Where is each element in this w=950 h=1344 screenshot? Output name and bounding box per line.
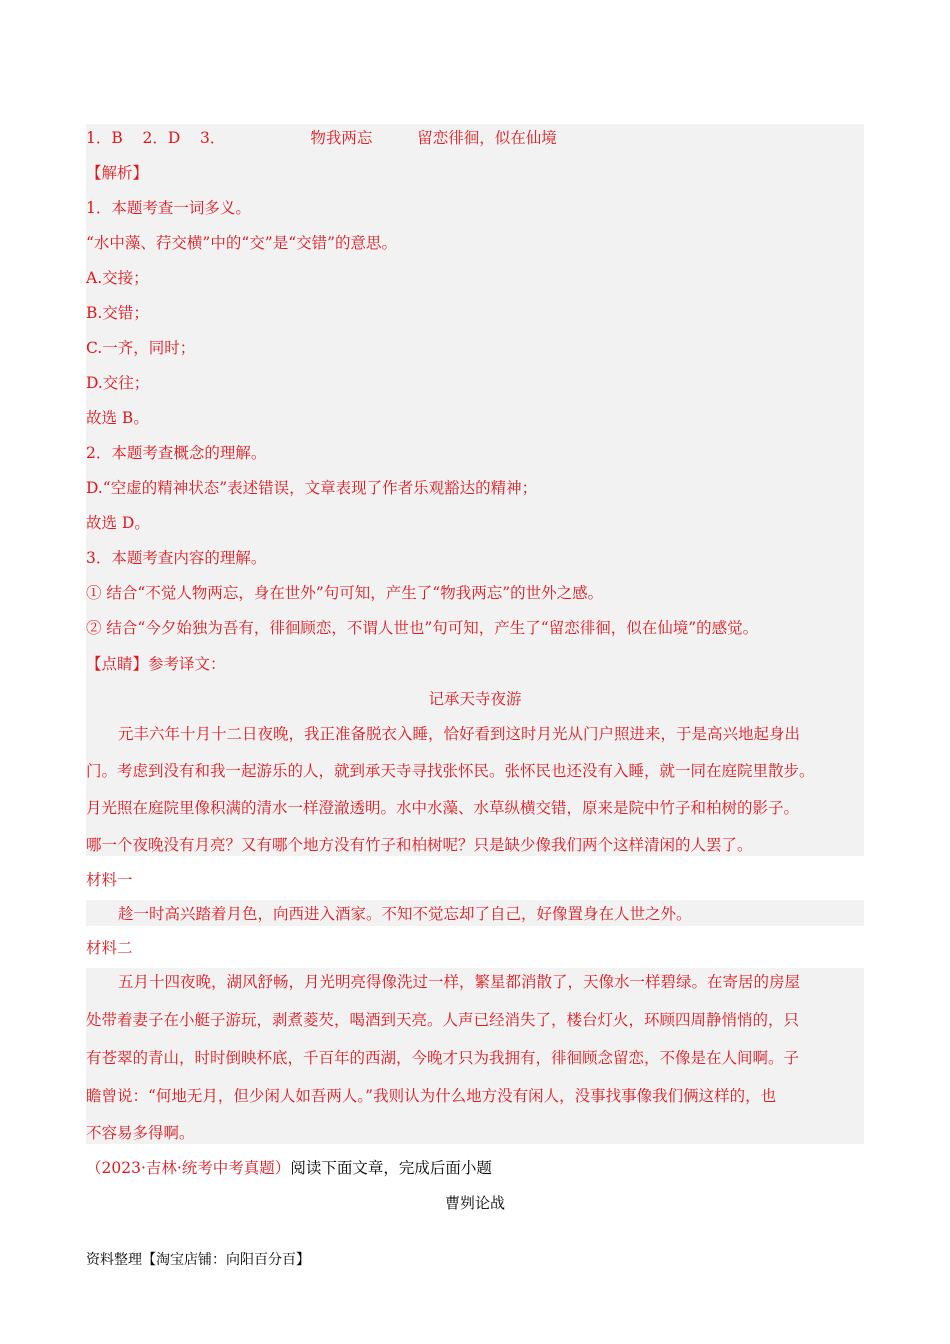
answer-3a: 物我两忘 xyxy=(310,129,373,147)
q2-detail: D.“空虚的精神状态”表述错误，文章表现了作者乐观豁达的精神； xyxy=(86,479,538,497)
material1-label: 材料一 xyxy=(86,871,133,889)
q2-intro: 2．本题考查概念的理解。 xyxy=(86,444,267,462)
translation-line: 哪一个夜晚没有月亮？又有哪个地方没有竹子和柏树呢？只是缺少像我们两个这样清闲的人罢了。 xyxy=(86,836,753,854)
translation-title: 记承天寺夜游 xyxy=(428,690,522,708)
material2-line: 五月十四夜晚，湖风舒畅，月光明亮得像洗过一样，繁星都消散了，天像水一样碧绿。在寄居的房屋 xyxy=(118,973,801,991)
material2-line: 不容易多得啊。 xyxy=(86,1124,195,1142)
q1-option-c: C.一齐，同时； xyxy=(86,339,196,357)
q1-conclusion: 故选 B。 xyxy=(86,409,149,427)
q1-option-b: B.交错； xyxy=(86,304,149,322)
material2-line: 处带着妻子在小艇子游玩，剥煮菱芡，喝酒到天亮。人声已经消失了，楼台灯火，环顾四周静悄悄的，只 xyxy=(86,1011,800,1029)
answer-2: 2．D xyxy=(142,129,181,147)
question-source: （2023·吉林·统考中考真题） xyxy=(86,1159,291,1177)
q3-point-2: ② 结合“今夕始独为吾有，徘徊顾恋，不谓人世也”句可知，产生了“留恋徘徊，似在仙境”的感觉。 xyxy=(86,619,759,637)
notes-heading: 【点睛】参考译文： xyxy=(86,655,226,673)
q1-option-d: D.交往； xyxy=(86,374,150,392)
answers-line xyxy=(86,128,876,148)
q1-option-a: A.交接； xyxy=(86,269,149,287)
answer-3-label: 3． xyxy=(200,129,226,147)
material2-label: 材料二 xyxy=(86,939,133,957)
passage-title: 曹刿论战 xyxy=(444,1194,505,1212)
question-instruction: 阅读下面文章，完成后面小题 xyxy=(290,1159,492,1177)
q3-intro: 3．本题考查内容的理解。 xyxy=(86,549,267,567)
q1-stem: “水中藻、荇交横”中的“交”是“交错”的意思。 xyxy=(86,234,398,252)
translation-line: 元丰六年十月十二日夜晚，我正准备脱衣入睡，恰好看到这时月光从门户照进来，于是高兴地起身出 xyxy=(118,725,801,743)
translation-line: 月光照在庭院里像积满的清水一样澄澈透明。水中水藻、水草纵横交错，原来是院中竹子和柏树的影子。 xyxy=(86,799,800,817)
translation-line: 门。考虑到没有和我一起游乐的人，就到承天寺寻找张怀民。张怀民也还没有入睡，就一同在庭院里散步。 xyxy=(86,762,815,780)
material1-text: 趁一时高兴踏着月色，向西进入酒家。不知不觉忘却了自己，好像置身在人世之外。 xyxy=(118,905,692,923)
q1-intro: 1．本题考查一词多义。 xyxy=(86,199,251,217)
material2-line: 有苍翠的青山，时时倒映杯底，千百年的西湖，今晚才只为我拥有，徘徊顾念留恋，不像是在人间啊。子 xyxy=(86,1049,800,1067)
analysis-heading: 【解析】 xyxy=(86,164,149,182)
q2-conclusion: 故选 D。 xyxy=(86,514,150,532)
q3-point-1: ① 结合“不觉人物两忘，身在世外”句可知，产生了“物我两忘”的世外之感。 xyxy=(86,584,604,602)
answer-1: 1．B xyxy=(86,129,123,147)
material2-line: 瞻曾说：“何地无月，但少闲人如吾两人。”我则认为什么地方没有闲人，没事找事像我们俩这样的，也 xyxy=(86,1087,777,1105)
page-footer: 资料整理【淘宝店铺：向阳百分百】 xyxy=(86,1252,310,1268)
answer-3b: 留恋徘徊，似在仙境 xyxy=(417,129,557,147)
next-question-prompt xyxy=(86,1158,876,1178)
